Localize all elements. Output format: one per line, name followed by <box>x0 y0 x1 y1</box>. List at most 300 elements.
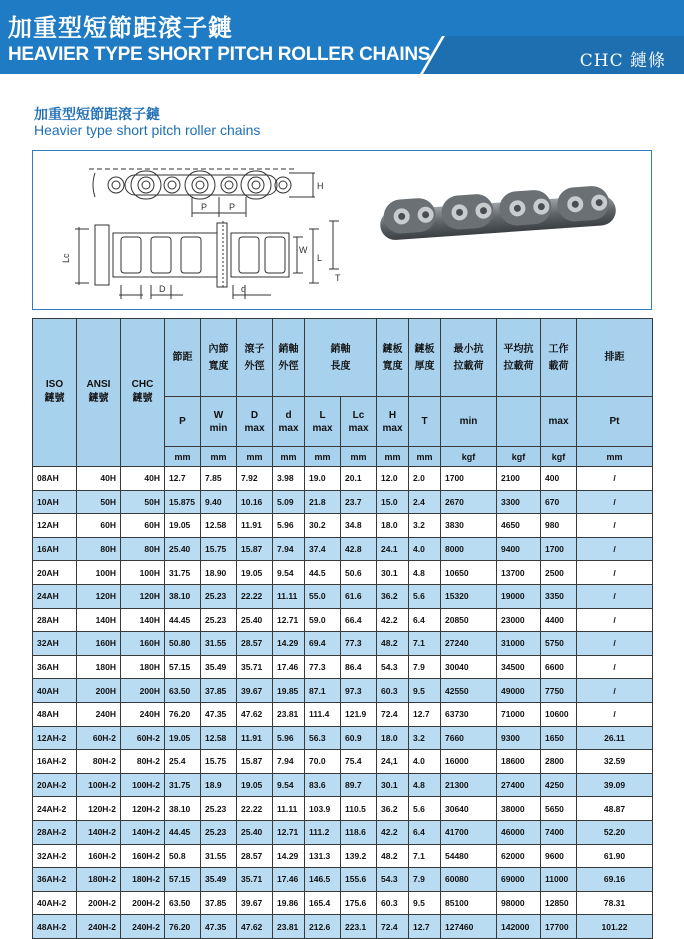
table-cell: 37.85 <box>201 891 237 915</box>
table-cell: 37.85 <box>201 679 237 703</box>
table-cell: 1650 <box>541 726 577 750</box>
table-cell: 59.0 <box>305 608 341 632</box>
table-cell: 5.6 <box>409 797 441 821</box>
table-cell: 27400 <box>497 773 541 797</box>
table-cell: 240H-2 <box>77 915 121 939</box>
table-cell: 69.16 <box>577 868 653 892</box>
table-cell: 89.7 <box>341 773 377 797</box>
table-cell: 50.80 <box>165 632 201 656</box>
table-cell: 08AH <box>33 467 77 491</box>
table-cell: 27240 <box>441 632 497 656</box>
table-cell: 7660 <box>441 726 497 750</box>
table-cell: 200H <box>121 679 165 703</box>
col-roller-dia: 滾子 外徑 <box>237 319 273 397</box>
col-working-load: 工作 載荷 <box>541 319 577 397</box>
table-cell: 42550 <box>441 679 497 703</box>
table-cell: 57.15 <box>165 868 201 892</box>
table-cell: 240H <box>121 702 165 726</box>
table-cell: 16AH <box>33 537 77 561</box>
table-cell: / <box>577 679 653 703</box>
col-min-tensile: 最小抗 拉載荷 <box>441 319 497 397</box>
table-cell: 9300 <box>497 726 541 750</box>
table-row <box>33 561 653 585</box>
table-cell: 10.16 <box>237 490 273 514</box>
table-cell: 5.6 <box>409 584 441 608</box>
table-cell: 15.87 <box>237 750 273 774</box>
table-row <box>33 773 653 797</box>
table-cell: 28AH-2 <box>33 820 77 844</box>
table-cell: 12AH <box>33 514 77 538</box>
table-cell: 146.5 <box>305 868 341 892</box>
table-row <box>33 750 653 774</box>
table-cell: 11.91 <box>237 726 273 750</box>
table-row <box>33 655 653 679</box>
table-cell: 160H-2 <box>121 844 165 868</box>
table-cell: 19.86 <box>273 891 305 915</box>
table-cell: 23.81 <box>273 915 305 939</box>
sym-min: min <box>441 397 497 447</box>
table-cell: 28.57 <box>237 632 273 656</box>
table-cell: 10650 <box>441 561 497 585</box>
table-cell: 100H-2 <box>121 773 165 797</box>
table-cell: 31.55 <box>201 632 237 656</box>
label-t: T <box>335 273 341 283</box>
table-cell: 54480 <box>441 844 497 868</box>
table-cell: / <box>577 561 653 585</box>
sym-t: T <box>409 397 441 447</box>
table-cell: 24AH <box>33 584 77 608</box>
table-cell: 37.4 <box>305 537 341 561</box>
table-row <box>33 726 653 750</box>
table-cell: 32AH <box>33 632 77 656</box>
unit-cell: mm <box>341 447 377 467</box>
table-cell: 17700 <box>541 915 577 939</box>
table-cell: 62000 <box>497 844 541 868</box>
table-cell: / <box>577 467 653 491</box>
table-cell: 120H <box>121 584 165 608</box>
table-cell: 15.75 <box>201 750 237 774</box>
table-cell: 155.6 <box>341 868 377 892</box>
table-cell: 127460 <box>441 915 497 939</box>
table-cell: 56.3 <box>305 726 341 750</box>
table-cell: 3350 <box>541 584 577 608</box>
chain-photo-illustration <box>379 185 617 241</box>
table-cell: 9.5 <box>409 679 441 703</box>
table-cell: 80H <box>121 537 165 561</box>
label-d-big: D <box>159 284 166 294</box>
table-cell: 1700 <box>541 537 577 561</box>
col-plate-width: 鏈板 寬度 <box>377 319 409 397</box>
table-cell: 180H-2 <box>77 868 121 892</box>
table-cell: 78.31 <box>577 891 653 915</box>
table-cell: 15.75 <box>201 537 237 561</box>
table-cell: 15320 <box>441 584 497 608</box>
table-cell: 61.90 <box>577 844 653 868</box>
table-cell: 21.8 <box>305 490 341 514</box>
table-cell: 40AH-2 <box>33 891 77 915</box>
table-cell: 12.7 <box>409 702 441 726</box>
table-cell: 30040 <box>441 655 497 679</box>
table-cell: 9400 <box>497 537 541 561</box>
table-cell: 24.1 <box>377 537 409 561</box>
table-cell: 23000 <box>497 608 541 632</box>
section-title-cn: 加重型短節距滾子鏈 <box>34 107 160 123</box>
table-cell: / <box>577 537 653 561</box>
sym-w: W min <box>201 397 237 447</box>
table-cell: 49000 <box>497 679 541 703</box>
table-cell: 4.0 <box>409 537 441 561</box>
table-cell: 38.10 <box>165 584 201 608</box>
table-cell: 4250 <box>541 773 577 797</box>
table-cell: 13700 <box>497 561 541 585</box>
unit-cell: mm <box>237 447 273 467</box>
table-cell: 19.05 <box>237 773 273 797</box>
table-cell: 9600 <box>541 844 577 868</box>
table-cell: 160H-2 <box>77 844 121 868</box>
table-cell: 6600 <box>541 655 577 679</box>
table-cell: 30.1 <box>377 773 409 797</box>
table-cell: 9.40 <box>201 490 237 514</box>
col-chc: CHC 鏈號 <box>121 319 165 467</box>
table-cell: 120H-2 <box>77 797 121 821</box>
table-row <box>33 702 653 726</box>
col-plate-thickness: 鏈板 厚度 <box>409 319 441 397</box>
table-cell: 36.2 <box>377 797 409 821</box>
table-cell: 32.59 <box>577 750 653 774</box>
table-cell: 30.1 <box>377 561 409 585</box>
table-cell: 240H-2 <box>121 915 165 939</box>
table-cell: 11.11 <box>273 797 305 821</box>
table-cell: 38000 <box>497 797 541 821</box>
table-cell: 47.35 <box>201 702 237 726</box>
table-cell: 34500 <box>497 655 541 679</box>
table-cell: 25.23 <box>201 820 237 844</box>
table-cell: 36AH-2 <box>33 868 77 892</box>
table-cell: 15.87 <box>237 537 273 561</box>
table-cell: 11000 <box>541 868 577 892</box>
table-cell: 85100 <box>441 891 497 915</box>
table-row <box>33 915 653 939</box>
sym-h: H max <box>377 397 409 447</box>
table-cell: 12.71 <box>273 608 305 632</box>
table-cell: 19.0 <box>305 467 341 491</box>
table-cell: 101.22 <box>577 915 653 939</box>
col-row-pitch: 排距 <box>577 319 653 397</box>
table-cell: 63.50 <box>165 891 201 915</box>
table-cell: 28.57 <box>237 844 273 868</box>
table-cell: 12.7 <box>409 915 441 939</box>
table-cell: 140H-2 <box>121 820 165 844</box>
table-cell: 25.40 <box>237 608 273 632</box>
table-cell: 66.4 <box>341 608 377 632</box>
table-cell: 142000 <box>497 915 541 939</box>
table-cell: 36AH <box>33 655 77 679</box>
table-cell: 46000 <box>497 820 541 844</box>
col-pitch: 節距 <box>165 319 201 397</box>
table-cell: 100H <box>77 561 121 585</box>
table-cell: 200H <box>77 679 121 703</box>
table-cell: 180H <box>121 655 165 679</box>
table-cell: 7.85 <box>201 467 237 491</box>
table-cell: 7.92 <box>237 467 273 491</box>
spec-table-wrapper <box>32 318 652 939</box>
table-cell: 9.54 <box>273 773 305 797</box>
table-cell: 52.20 <box>577 820 653 844</box>
table-cell: 24AH-2 <box>33 797 77 821</box>
table-cell: 2800 <box>541 750 577 774</box>
table-cell: 57.15 <box>165 655 201 679</box>
table-cell: 12.58 <box>201 726 237 750</box>
table-cell: 39.09 <box>577 773 653 797</box>
table-cell: 7.94 <box>273 750 305 774</box>
table-cell: 50H <box>121 490 165 514</box>
table-cell: 20AH-2 <box>33 773 77 797</box>
table-row <box>33 514 653 538</box>
table-cell: 12.58 <box>201 514 237 538</box>
table-row <box>33 820 653 844</box>
sym-dd: d max <box>273 397 305 447</box>
table-cell: 55.0 <box>305 584 341 608</box>
table-cell: 4.0 <box>409 750 441 774</box>
table-cell: 39.67 <box>237 679 273 703</box>
sym-blank <box>497 397 541 447</box>
table-cell: 69.4 <box>305 632 341 656</box>
sym-pt: Pt <box>577 397 653 447</box>
table-cell: 44.45 <box>165 820 201 844</box>
table-cell: 70.0 <box>305 750 341 774</box>
table-cell: 8000 <box>441 537 497 561</box>
table-cell: 7750 <box>541 679 577 703</box>
table-cell: 34.8 <box>341 514 377 538</box>
table-cell: 77.3 <box>305 655 341 679</box>
table-cell: 3300 <box>497 490 541 514</box>
col-avg-tensile: 平均抗 拉載荷 <box>497 319 541 397</box>
unit-cell: kgf <box>541 447 577 467</box>
sym-max: max <box>541 397 577 447</box>
table-cell: 19.05 <box>237 561 273 585</box>
table-cell: / <box>577 514 653 538</box>
unit-cell: mm <box>305 447 341 467</box>
table-cell: 31.75 <box>165 773 201 797</box>
table-cell: 10600 <box>541 702 577 726</box>
table-cell: / <box>577 632 653 656</box>
chain-diagram-panel <box>32 150 652 310</box>
table-cell: 31000 <box>497 632 541 656</box>
table-cell: 25.23 <box>201 797 237 821</box>
table-cell: 15.875 <box>165 490 201 514</box>
table-cell: 5.96 <box>273 726 305 750</box>
table-cell: 86.4 <box>341 655 377 679</box>
table-cell: 175.6 <box>341 891 377 915</box>
table-cell: 40H <box>121 467 165 491</box>
table-cell: 7.94 <box>273 537 305 561</box>
table-cell: 47.62 <box>237 915 273 939</box>
table-cell: 72.4 <box>377 915 409 939</box>
table-cell: 12.7 <box>165 467 201 491</box>
table-cell: 47.62 <box>237 702 273 726</box>
col-pin-dia: 銷軸 外徑 <box>273 319 305 397</box>
table-row <box>33 608 653 632</box>
table-cell: 60.9 <box>341 726 377 750</box>
table-cell: 26.11 <box>577 726 653 750</box>
table-cell: 50.6 <box>341 561 377 585</box>
table-cell: 7.9 <box>409 655 441 679</box>
table-row <box>33 868 653 892</box>
table-cell: 19.05 <box>165 726 201 750</box>
table-cell: / <box>577 702 653 726</box>
table-cell: 31.55 <box>201 844 237 868</box>
table-cell: 54.3 <box>377 868 409 892</box>
table-cell: 139.2 <box>341 844 377 868</box>
table-cell: 2500 <box>541 561 577 585</box>
table-cell: 670 <box>541 490 577 514</box>
table-cell: 48.2 <box>377 844 409 868</box>
col-pin-length: 銷軸 長度 <box>305 319 377 397</box>
table-cell: 18.9 <box>201 773 237 797</box>
table-cell: 18.90 <box>201 561 237 585</box>
banner-title-cn: 加重型短節距滾子鏈 <box>8 14 233 42</box>
chain-plan-view <box>75 221 339 299</box>
table-cell: 25.23 <box>201 584 237 608</box>
table-cell: 80H-2 <box>77 750 121 774</box>
table-cell: 25.40 <box>165 537 201 561</box>
table-cell: 60.3 <box>377 679 409 703</box>
table-cell: 12AH-2 <box>33 726 77 750</box>
table-cell: 240H <box>77 702 121 726</box>
table-cell: 20850 <box>441 608 497 632</box>
table-cell: 77.3 <box>341 632 377 656</box>
table-cell: 38.10 <box>165 797 201 821</box>
table-cell: 17.46 <box>273 655 305 679</box>
table-cell: 120H-2 <box>121 797 165 821</box>
table-cell: 15.0 <box>377 490 409 514</box>
table-row <box>33 891 653 915</box>
table-cell: 165.4 <box>305 891 341 915</box>
table-cell: 75.4 <box>341 750 377 774</box>
table-cell: 12.71 <box>273 820 305 844</box>
table-cell: 103.9 <box>305 797 341 821</box>
table-cell: 54.3 <box>377 655 409 679</box>
table-cell: 11.11 <box>273 584 305 608</box>
table-cell: 2100 <box>497 467 541 491</box>
table-cell: 9.54 <box>273 561 305 585</box>
table-cell: / <box>577 584 653 608</box>
unit-cell: mm <box>201 447 237 467</box>
chain-technical-drawing <box>33 151 651 309</box>
table-cell: 61.6 <box>341 584 377 608</box>
table-cell: 5.09 <box>273 490 305 514</box>
unit-cell: mm <box>165 447 201 467</box>
table-cell: 60H-2 <box>121 726 165 750</box>
table-cell: 80H <box>77 537 121 561</box>
table-cell: 42.8 <box>341 537 377 561</box>
sym-l: L max <box>305 397 341 447</box>
table-cell: 60H <box>121 514 165 538</box>
table-cell: 5.96 <box>273 514 305 538</box>
table-cell: 180H-2 <box>121 868 165 892</box>
table-cell: 3.98 <box>273 467 305 491</box>
table-cell: 48.2 <box>377 632 409 656</box>
table-cell: 223.1 <box>341 915 377 939</box>
table-cell: 47.35 <box>201 915 237 939</box>
section-title-en: Heavier type short pitch roller chains <box>34 122 261 138</box>
label-h: H <box>317 181 324 191</box>
label-l: L <box>317 253 323 263</box>
table-row <box>33 490 653 514</box>
table-cell: 39.67 <box>237 891 273 915</box>
sym-p: P <box>165 397 201 447</box>
table-cell: 35.71 <box>237 868 273 892</box>
table-cell: 3.2 <box>409 514 441 538</box>
table-cell: 3.2 <box>409 726 441 750</box>
table-cell: 98000 <box>497 891 541 915</box>
table-cell: 50.8 <box>165 844 201 868</box>
table-cell: 48AH-2 <box>33 915 77 939</box>
table-cell: 16AH-2 <box>33 750 77 774</box>
label-p1: P <box>201 202 208 212</box>
table-cell: 5650 <box>541 797 577 821</box>
table-cell: 160H <box>121 632 165 656</box>
table-cell: 980 <box>541 514 577 538</box>
table-row <box>33 844 653 868</box>
sym-lc: Lc max <box>341 397 377 447</box>
table-cell: 20AH <box>33 561 77 585</box>
table-cell: 42.2 <box>377 608 409 632</box>
table-cell: 30.2 <box>305 514 341 538</box>
spec-table-body <box>33 467 653 939</box>
table-cell: 63730 <box>441 702 497 726</box>
table-cell: 60.3 <box>377 891 409 915</box>
table-cell: 97.3 <box>341 679 377 703</box>
table-cell: 7400 <box>541 820 577 844</box>
banner-title-en: HEAVIER TYPE SHORT PITCH ROLLER CHAINS <box>8 44 431 65</box>
table-cell: 72.4 <box>377 702 409 726</box>
table-cell: 14.29 <box>273 632 305 656</box>
table-cell: 20.1 <box>341 467 377 491</box>
table-cell: 21300 <box>441 773 497 797</box>
table-cell: 32AH-2 <box>33 844 77 868</box>
table-cell: 118.6 <box>341 820 377 844</box>
table-cell: / <box>577 655 653 679</box>
table-cell: 131.3 <box>305 844 341 868</box>
table-cell: 50H <box>77 490 121 514</box>
table-cell: 31.75 <box>165 561 201 585</box>
table-cell: 76.20 <box>165 702 201 726</box>
table-cell: 140H-2 <box>77 820 121 844</box>
table-cell: 36.2 <box>377 584 409 608</box>
table-cell: 25.23 <box>201 608 237 632</box>
table-cell: 4.8 <box>409 561 441 585</box>
label-d-small: d <box>241 284 247 294</box>
col-iso: ISO 鏈號 <box>33 319 77 467</box>
table-cell: 7.1 <box>409 632 441 656</box>
table-row <box>33 679 653 703</box>
col-ansi: ANSI 鏈號 <box>77 319 121 467</box>
table-cell: 2.0 <box>409 467 441 491</box>
table-cell: 11.91 <box>237 514 273 538</box>
table-cell: 44.45 <box>165 608 201 632</box>
table-cell: 180H <box>77 655 121 679</box>
table-cell: 4400 <box>541 608 577 632</box>
table-cell: 18.0 <box>377 514 409 538</box>
col-inner-width: 內節 寬度 <box>201 319 237 397</box>
table-cell: 48.87 <box>577 797 653 821</box>
table-cell: 63.50 <box>165 679 201 703</box>
unit-cell: mm <box>577 447 653 467</box>
table-cell: 48AH <box>33 702 77 726</box>
table-cell: 200H-2 <box>121 891 165 915</box>
table-cell: 111.2 <box>305 820 341 844</box>
